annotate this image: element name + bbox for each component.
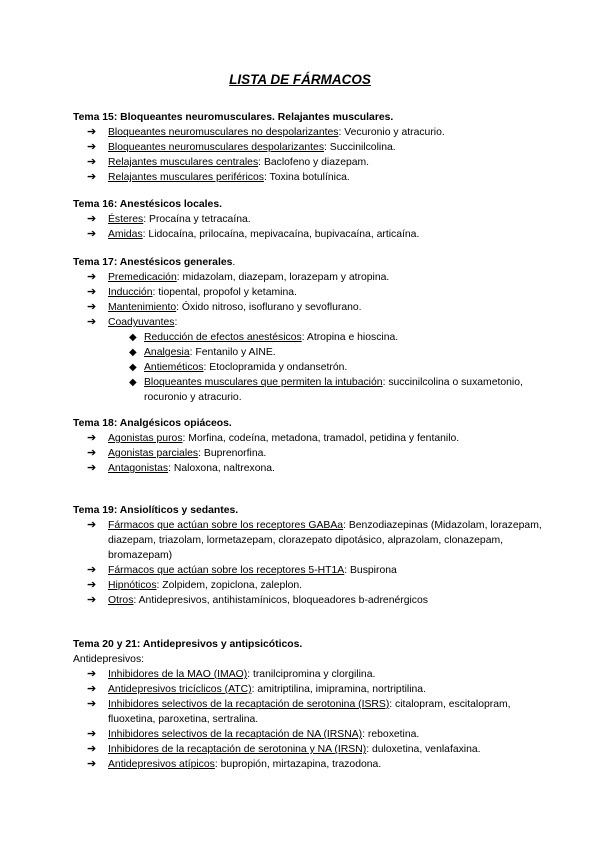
arrow-right-icon: ➔ <box>87 668 97 680</box>
arrow-right-icon: ➔ <box>87 301 97 313</box>
arrow-right-icon: ➔ <box>87 432 97 444</box>
arrow-right-icon: ➔ <box>87 316 97 328</box>
arrow-right-icon: ➔ <box>87 579 97 591</box>
list-item: ➔ Agonistas puros: Morfina, codeína, metadona, tramadol, petidina y fentanilo. <box>87 432 460 444</box>
arrow-right-icon: ➔ <box>87 728 97 740</box>
list-item: ➔ Antidepresivos atípicos: bupropión, mirtazapina, trazodona. <box>87 758 382 770</box>
arrow-right-icon: ➔ <box>87 594 97 606</box>
section-tema-19 <box>73 503 553 608</box>
arrow-right-icon: ➔ <box>87 683 97 695</box>
section-heading: Tema 20 y 21: Antidepresivos y antipsicóticos. <box>73 639 303 650</box>
arrow-right-icon: ➔ <box>87 447 97 459</box>
sub-list-item: ◆ Analgesia: Fentanilo y AINE. <box>129 347 276 358</box>
arrow-right-icon: ➔ <box>87 286 97 298</box>
arrow-right-icon: ➔ <box>87 564 97 576</box>
section-heading: Tema 17: Anestésicos generales. <box>73 257 236 268</box>
list-item: ➔ Premedicación: midazolam, diazepam, lorazepam y atropina. <box>87 271 390 283</box>
section-tema-20-21 <box>73 637 553 772</box>
list-item: ➔ Inhibidores selectivos de la recaptación de NA (IRSNA): reboxetina. <box>87 728 420 740</box>
list-item: ➔ Fármacos que actúan sobre los receptores GABAa: Benzodiazepinas (Midazolam, lorazepam, diazepam, triazolam, lormetazepam, clorazepato dipotásico, alprazolam, clonazepam, bromazepam) <box>87 519 542 561</box>
diamond-bullet-icon: ◆ <box>129 377 137 388</box>
list-item: ➔ Amidas: Lidocaína, prilocaína, mepivacaína, bupivacaína, articaína. <box>87 228 420 240</box>
arrow-right-icon: ➔ <box>87 698 97 710</box>
section-tema-16 <box>73 197 553 242</box>
diamond-bullet-icon: ◆ <box>129 347 137 358</box>
list-item: ➔ Hipnóticos: Zolpidem, zopiclona, zaleplon. <box>87 579 303 591</box>
list-item: ➔ Inhibidores de la MAO (IMAO): tranilcipromina y clorgilina. <box>87 668 376 680</box>
arrow-right-icon: ➔ <box>87 758 97 770</box>
list-item: ➔ Coadyuvantes: <box>87 316 178 328</box>
document-title: LISTA DE FÁRMACOS <box>229 72 371 87</box>
list-item: ➔ Fármacos que actúan sobre los receptores 5-HT1A: Buspirona <box>87 564 397 576</box>
sub-list-item: ◆ Antieméticos: Etoclopramida y ondansetrón. <box>129 362 348 373</box>
arrow-right-icon: ➔ <box>87 228 97 240</box>
list-item: ➔ Antagonistas: Naloxona, naltrexona. <box>87 462 275 474</box>
sub-list-item: ◆ Reducción de efectos anestésicos: Atropina e hioscina. <box>129 332 399 343</box>
list-item: ➔ Mantenimiento: Óxido nitroso, isoflurano y sevoflurano. <box>87 301 362 313</box>
list-item: ➔ Relajantes musculares periféricos: Toxina botulínica. <box>87 171 350 183</box>
list-item: ➔ Relajantes musculares centrales: Baclofeno y diazepam. <box>87 156 370 168</box>
list-item: ➔ Ésteres: Procaína y tetracaína. <box>87 213 251 225</box>
sub-list-item: ◆ Bloqueantes musculares que permiten la intubación: succinilcolina o suxametonio, rocuronio y atracurio. <box>129 377 523 403</box>
section-heading: Tema 16: Anestésicos locales. <box>73 199 223 210</box>
list-item: ➔ Antidepresivos tricíclicos (ATC): amitriptilina, imipramina, nortriptilina. <box>87 683 426 695</box>
arrow-right-icon: ➔ <box>87 171 97 183</box>
arrow-right-icon: ➔ <box>87 141 97 153</box>
section-heading: Tema 18: Analgésicos opiáceos. <box>73 418 232 429</box>
list-item: ➔ Inhibidores de la recaptación de serotonina y NA (IRSN): duloxetina, venlafaxina. <box>87 743 481 755</box>
arrow-right-icon: ➔ <box>87 156 97 168</box>
arrow-right-icon: ➔ <box>87 743 97 755</box>
arrow-right-icon: ➔ <box>87 519 97 531</box>
arrow-right-icon: ➔ <box>87 126 97 138</box>
list-item: ➔ Agonistas parciales: Buprenorfina. <box>87 447 267 459</box>
list-item: ➔ Bloqueantes neuromusculares despolarizantes: Succinilcolina. <box>87 141 396 153</box>
arrow-right-icon: ➔ <box>87 462 97 474</box>
section-heading: Tema 19: Ansiolíticos y sedantes. <box>73 505 239 516</box>
section-heading: Tema 15: Bloqueantes neuromusculares. Relajantes musculares. <box>73 112 394 123</box>
section-subtitle: Antidepresivos: <box>73 654 145 665</box>
list-item: ➔ Inhibidores selectivos de la recaptación de serotonina (ISRS): citalopram, escitalopram, fluoxetina, paroxetina, sertralina. <box>87 698 511 725</box>
section-tema-17 <box>73 255 553 405</box>
section-tema-15 <box>73 110 553 185</box>
list-item: ➔ Inducción: tiopental, propofol y ketamina. <box>87 286 297 298</box>
section-tema-18 <box>73 416 553 476</box>
diamond-bullet-icon: ◆ <box>129 332 137 343</box>
diamond-bullet-icon: ◆ <box>129 362 137 373</box>
arrow-right-icon: ➔ <box>87 213 97 225</box>
list-item: ➔ Bloqueantes neuromusculares no despolarizantes: Vecuronio y atracurio. <box>87 126 445 138</box>
list-item: ➔ Otros: Antidepresivos, antihistamínicos, bloqueadores b-adrenérgicos <box>87 594 428 606</box>
arrow-right-icon: ➔ <box>87 271 97 283</box>
